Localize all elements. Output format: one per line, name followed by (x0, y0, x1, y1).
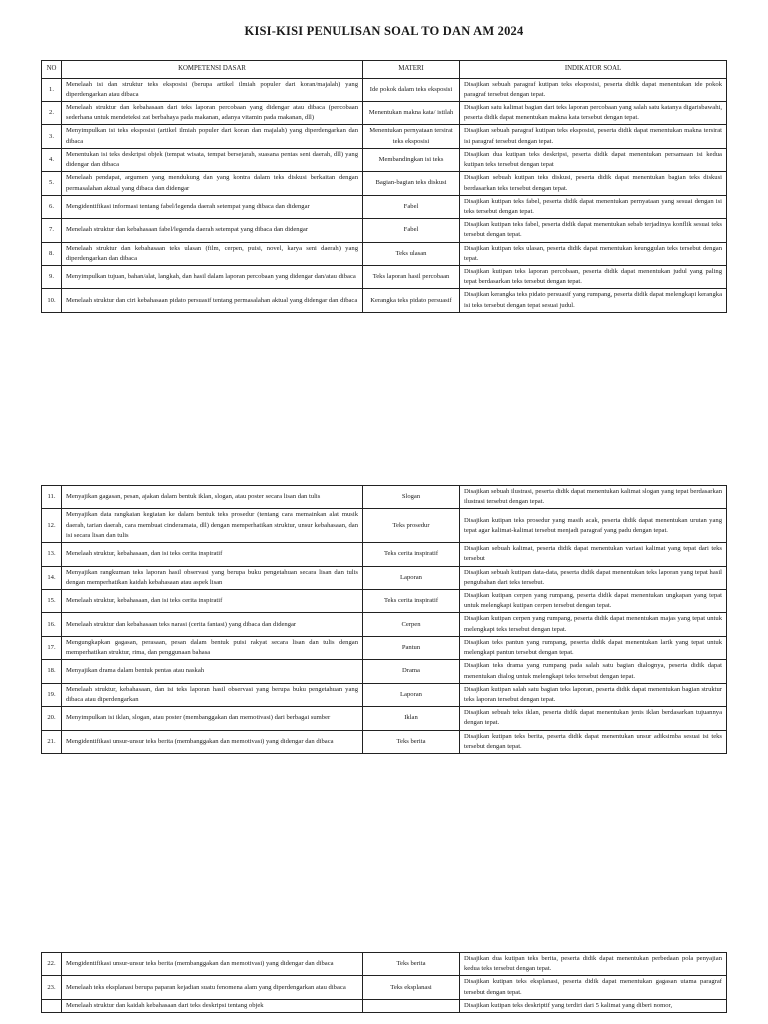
table-row (42, 683, 727, 706)
materi-cell: Cerpen (363, 613, 460, 636)
page-title: KISI-KISI PENULISAN SOAL TO DAN AM 2024 (244, 24, 524, 38)
table-row (42, 660, 727, 683)
kompetensi-dasar-cell: Menelaah struktur, kebahasaan, dan isi teks laporan hasil observasi yang berupa buku pengetahuan yang dibaca atau diperdengarkan (62, 683, 363, 706)
kompetensi-dasar-cell: Mengidentifikasi unsur-unsur teks berita (membanggakan dan memotivasi) yang didengar dan dibaca (62, 730, 363, 753)
materi-cell: Membandingkan isi teks (363, 148, 460, 171)
kompetensi-dasar-cell: Menyajikan drama dalam bentuk pentas atau naskah (62, 660, 363, 683)
row-number: 14. (42, 566, 62, 589)
kompetensi-dasar-cell: Menelaah struktur, kebahasaan, dan isi teks cerita inspiratif (62, 543, 363, 566)
row-number: 9. (42, 266, 62, 289)
indikator-cell: Disajikan kutipan teks laporan percobaan, peserta didik dapat menentukan judul yang paling tepat berdasarkan teks tersebut dengan tepat. (460, 266, 727, 289)
indikator-cell: Disajikan satu kalimat bagian dari teks laporan percobaan yang salah satu katanya digarisbawahi, peserta didik dapat menentukan makna kata tersebut dengan tepat. (460, 101, 727, 124)
kompetensi-dasar-cell: Menyajikan gagasan, pesan, ajakan dalam bentuk iklan, slogan, atau poster secara lisan dan tulis (62, 486, 363, 509)
table-row (42, 613, 727, 636)
row-number: 22. (42, 953, 62, 976)
indikator-cell: Disajikan sebuah paragraf kutipan teks eksposisi, peserta didik dapat menentukan ide pokok paragraf tersebut dengan tepat. (460, 78, 727, 101)
table-row (42, 242, 727, 265)
row-number: 20. (42, 707, 62, 730)
materi-cell (363, 999, 460, 1012)
kisi-table-2 (41, 485, 727, 754)
materi-cell: Slogan (363, 486, 460, 509)
indikator-cell: Disajikan sebuah teks iklan, peserta didik dapat menentukan jenis iklan berdasarkan tujuannya dengan tepat. (460, 707, 727, 730)
kompetensi-dasar-cell: Menelaah isi dan struktur teks eksposisi (berupa artikel ilmiah populer dari koran/majalah) yang diperdengarkan atau dibaca (62, 78, 363, 101)
materi-cell: Menentukan pernyataan tersirat teks eksposisi (363, 125, 460, 148)
table-row (42, 266, 727, 289)
kompetensi-dasar-cell: Menyajikan data rangkaian kegiatan ke dalam bentuk teks prosedur (tentang cara memainkan alat musik daerah, tarian daerah, cara membuat cinderamata, dll) dengan memperhatikan struktur, unsur kebahasaan, dan isi secara lisan dan tulis (62, 509, 363, 543)
materi-cell: Ide pokok dalam teks eksposisi (363, 78, 460, 101)
table-row (42, 976, 727, 999)
materi-cell: Fabel (363, 219, 460, 242)
materi-cell: Teks eksplanasi (363, 976, 460, 999)
kompetensi-dasar-cell: Menyimpulkan isi teks eksposisi (artikel ilmiah populer dari koran dan majalah) yang diperdengarkan dan dibaca (62, 125, 363, 148)
header-row (42, 61, 727, 79)
kompetensi-dasar-cell: Mengungkapkan gagasan, perasaan, pesan dalam bentuk puisi rakyat secara lisan dan tulis dengan memperhatikan struktur, rima, dan penggunaan bahasa (62, 636, 363, 659)
row-number: 21. (42, 730, 62, 753)
indikator-cell: Disajikan kutipan teks ulasan, peserta didik dapat menentukan keunggulan teks tersebut dengan tepat. (460, 242, 727, 265)
indikator-cell: Disajikan kutipan teks berita, peserta didik dapat menentukan unsur adiksimba sesuai isi teks tersebut dengan tepat. (460, 730, 727, 753)
row-number: 1. (42, 78, 62, 101)
row-number: 5. (42, 172, 62, 195)
materi-cell: Iklan (363, 707, 460, 730)
row-number: 13. (42, 543, 62, 566)
table-row (42, 543, 727, 566)
row-number: 4. (42, 148, 62, 171)
row-number: 18. (42, 660, 62, 683)
indikator-cell: Disajikan kutipan cerpen yang rumpang, peserta didik dapat menentukan ungkapan yang tepat untuk melengkapi kutipan cerpen tersebut dengan tepat. (460, 589, 727, 612)
materi-cell: Laporan (363, 566, 460, 589)
row-number: 17. (42, 636, 62, 659)
kompetensi-dasar-cell: Mengidentifikasi informasi tentang fabel/legenda daerah setempat yang dibaca dan didengar (62, 195, 363, 218)
indikator-cell: Disajikan sebuah kutipan teks diskusi, peserta didik dapat menentukan bagian teks diskusi berdasarkan teks tersebut dengan tepat. (460, 172, 727, 195)
table-row (42, 589, 727, 612)
table-row (42, 78, 727, 101)
materi-cell: Drama (363, 660, 460, 683)
kompetensi-dasar-cell: Menelaah struktur dan ciri kebahasaan pidato persuasif tentang permasalahan aktual yang didengar dan dibaca (62, 289, 363, 312)
kompetensi-dasar-cell: Menyajikan rangkuman teks laporan hasil observasi yang berupa buku pengetahuan secara lisan dan tulis dengan memperhatikan kaidah kebahasaan atau aspek lisan (62, 566, 363, 589)
materi-cell: Pantun (363, 636, 460, 659)
materi-cell: Laporan (363, 683, 460, 706)
table-row (42, 289, 727, 312)
table-row (42, 509, 727, 543)
row-number: 6. (42, 195, 62, 218)
table-row (42, 148, 727, 171)
kisi-table-1 (41, 60, 727, 313)
row-number: 16. (42, 613, 62, 636)
materi-cell: Bagian-bagian teks diskusi (363, 172, 460, 195)
indikator-cell: Disajikan sebuah paragraf kutipan teks eksposisi, peserta didik dapat menentukan makna tersirat isi paragraf tersebut dengan tepat. (460, 125, 727, 148)
header-kompetensi-dasar: KOMPETENSI DASAR (62, 61, 363, 79)
materi-cell: Fabel (363, 195, 460, 218)
table-row (42, 486, 727, 509)
indikator-cell: Disajikan kerangka teks pidato persuasif yang rumpang, peserta didik dapat melengkapi kerangka isi teks tersebut dengan tepat sesuai judul. (460, 289, 727, 312)
materi-cell: Teks cerita inspiratif (363, 543, 460, 566)
indikator-cell: Disajikan sebuah kalimat, peserta didik dapat menentukan variasi kalimat yang tepat dari teks tersebut (460, 543, 727, 566)
materi-cell: Teks berita (363, 730, 460, 753)
table-row (42, 566, 727, 589)
indikator-cell: Disajikan kutipan salah satu bagian teks laporan, peserta didik dapat menentukan bagian struktur teks laporan tersebut dengan tepat. (460, 683, 727, 706)
row-number: 2. (42, 101, 62, 124)
materi-cell: Teks laporan hasil percobaan (363, 266, 460, 289)
row-number (42, 999, 62, 1012)
indikator-cell: Disajikan kutipan teks fabel, peserta didik dapat menentukan sebab terjadinya konflik sesuai teks tersebut dengan tepat. (460, 219, 727, 242)
table-row (42, 953, 727, 976)
header-materi: MATERI (363, 61, 460, 79)
kompetensi-dasar-cell: Menelaah struktur dan kebahasaan dari teks laporan percobaan yang didengar atau dibaca (percobaan sederhana untuk mendeteksi zat berbahaya pada makanan, adanya vitamin pada makanan, dll) (62, 101, 363, 124)
table-row (42, 707, 727, 730)
row-number: 12. (42, 509, 62, 543)
materi-cell: Teks prosedur (363, 509, 460, 543)
indikator-cell: Disajikan dua kutipan teks deskripsi, peserta didik dapat menentukan persamaan isi kedua kutipan teks tersebut dengan tepat (460, 148, 727, 171)
materi-cell: Menentukan makna kata/ istilah (363, 101, 460, 124)
materi-cell: Kerangka teks pidato persuasif (363, 289, 460, 312)
table-row (42, 195, 727, 218)
indikator-cell: Disajikan teks drama yang rumpang pada salah satu bagian dialognya, peserta didik dapat menentukan dialog untuk melengkapi teks tersebut dengan tepat. (460, 660, 727, 683)
kompetensi-dasar-cell: Menentukan isi teks deskripsi objek (tempat wisata, tempat bersejarah, suasana pentas seni daerah, dll) yang didengar dan dibaca (62, 148, 363, 171)
kompetensi-dasar-cell: Menelaah pendapat, argumen yang mendukung dan yang kontra dalam teks diskusi berkaitan dengan permasalahan aktual yang dibaca dan didengar (62, 172, 363, 195)
table-row (42, 125, 727, 148)
materi-cell: Teks ulasan (363, 242, 460, 265)
materi-cell: Teks cerita inspiratif (363, 589, 460, 612)
row-number: 11. (42, 486, 62, 509)
indikator-cell: Disajikan dua kutipan teks berita, peserta didik dapat menentukan perbedaan pola penyajian kedua teks tersebut dengan tepat. (460, 953, 727, 976)
kompetensi-dasar-cell: Menelaah struktur dan kebahasaan teks narasi (cerita fantasi) yang dibaca dan didengar (62, 613, 363, 636)
row-number: 23. (42, 976, 62, 999)
indikator-cell: Disajikan kutipan teks prosedur yang masih acak, peserta didik dapat menentukan urutan yang tepat agar kalimat-kalimat tersebut menjadi paragraf yang padu dengan tepat. (460, 509, 727, 543)
kompetensi-dasar-cell: Menyimpulkan tujuan, bahan/alat, langkah, dan hasil dalam laporan percobaan yang didengar dan/atau dibaca (62, 266, 363, 289)
materi-cell: Teks berita (363, 953, 460, 976)
kompetensi-dasar-cell: Menelaah struktur dan kaidah kebahasaan dari teks deskripsi tentang objek (62, 999, 363, 1012)
table-row (42, 101, 727, 124)
indikator-cell: Disajikan kutipan teks eksplanasi, peserta didik dapat menentukan gagasan utama paragraf tersebut dengan tepat. (460, 976, 727, 999)
indikator-cell: Disajikan kutipan cerpen yang rumpang, peserta didik dapat menentukan majas yang tepat untuk melengkapi teks tersebut dengan tepat. (460, 613, 727, 636)
row-number: 8. (42, 242, 62, 265)
indikator-cell: Disajikan kutipan teks deskriptif yang terdiri dari 5 kalimat yang diberi nomor, (460, 999, 727, 1012)
table-row (42, 636, 727, 659)
table-row (42, 999, 727, 1012)
indikator-cell: Disajikan sebuah kutipan data-data, peserta didik dapat menentukan teks laporan yang tepat hasil pengubahan dari teks tersebut. (460, 566, 727, 589)
table-row (42, 219, 727, 242)
indikator-cell: Disajikan sebuah ilustrasi, peserta didik dapat menentukan kalimat slogan yang tepat berdasarkan ilustrasi tersebut dengan tepat. (460, 486, 727, 509)
row-number: 10. (42, 289, 62, 312)
row-number: 19. (42, 683, 62, 706)
indikator-cell: Disajikan teks pantun yang rumpang, peserta didik dapat menentukan larik yang tepat untuk melengkapi pantun tersebut dengan tepat. (460, 636, 727, 659)
table-row (42, 172, 727, 195)
row-number: 15. (42, 589, 62, 612)
kompetensi-dasar-cell: Menelaah struktur dan kebahasaan teks ulasan (film, cerpen, puisi, novel, karya seni daerah) yang diperdengarkan dan dibaca (62, 242, 363, 265)
header-no: NO (42, 61, 62, 79)
kompetensi-dasar-cell: Mengidentifikasi unsur-unsur teks berita (membanggakan dan memotivasi) yang didengar dan dibaca (62, 953, 363, 976)
kisi-table-3 (41, 952, 727, 1013)
kompetensi-dasar-cell: Menelaah teks eksplanasi berupa paparan kejadian suatu fenomena alam yang diperdengarkan atau dibaca (62, 976, 363, 999)
indikator-cell: Disajikan kutipan teks fabel, peserta didik dapat menentukan pernyataan yang sesuai dengan isi teks tersebut dengan tepat. (460, 195, 727, 218)
header-indikator-soal: INDIKATOR SOAL (460, 61, 727, 79)
table-row (42, 730, 727, 753)
row-number: 7. (42, 219, 62, 242)
kompetensi-dasar-cell: Menelaah struktur dan kebahasaan fabel/legenda daerah setempat yang dibaca dan didengar (62, 219, 363, 242)
kompetensi-dasar-cell: Menelaah struktur, kebahasaan, dan isi teks cerita inspiratif (62, 589, 363, 612)
kompetensi-dasar-cell: Menyimpulkan isi iklan, slogan, atau poster (membanggakan dan memotivasi) dari berbagai sumber (62, 707, 363, 730)
row-number: 3. (42, 125, 62, 148)
